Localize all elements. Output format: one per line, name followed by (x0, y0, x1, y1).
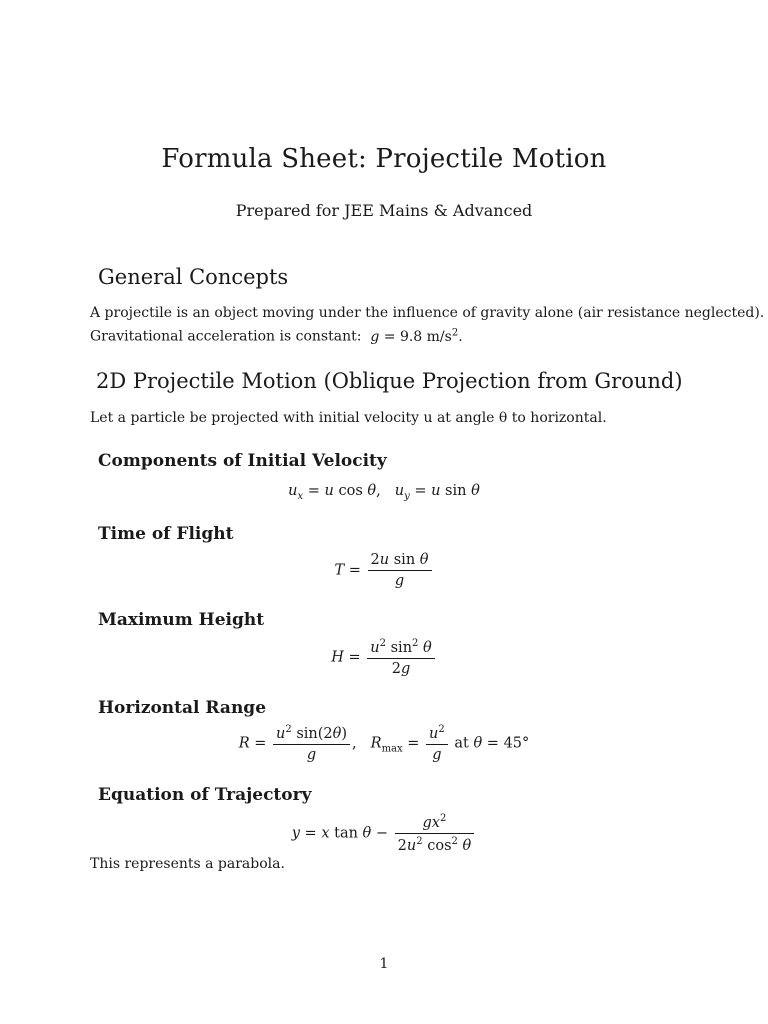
trajectory-equation: y = x tan θ − $\frac{gx^2}{2u^2 \cos^2 \theta}$ (0, 813, 768, 854)
page-subtitle: Prepared for JEE Mains & Advanced (235, 201, 533, 220)
trajectory-note: This represents a parabola. (90, 856, 285, 872)
oblique-intro-text: Let a particle be projected with initial velocity u at angle θ to horizontal. (90, 410, 607, 426)
subsection-heading-time-of-flight: Time of Flight (98, 524, 234, 544)
subsection-heading-trajectory: Equation of Trajectory (98, 785, 312, 805)
general-concepts-line-2 (90, 323, 764, 347)
horizontal-range-equation: R = $\frac{u^2 \sin(2\theta)}{g}$ , $R_{max}$ = $\frac{u^2}{g}$ at θ = 45° (238, 724, 530, 763)
general-concepts-line-1: A projectile is an object moving under the influence of gravity alone (air resistance neglected). (90, 305, 765, 321)
time-of-flight-equation: T = $\frac{\text{2u sin θ}}{g}$ (0, 552, 768, 589)
subsection-heading-components: Components of Initial Velocity (98, 451, 387, 471)
page-number: 1 (379, 956, 389, 972)
maximum-height-equation: H = $\frac{u^2 \sin^2 \theta}{2g}$ (0, 638, 768, 677)
subsection-heading-maximum-height: Maximum Height (98, 610, 265, 630)
section-heading-general-concepts: General Concepts (98, 265, 289, 289)
gravity-value-formula: g = 9.8 $m/s^2$. (370, 327, 463, 345)
general-concepts-line-2-prefix: Gravitational acceleration is constant: (90, 328, 362, 345)
page-title: Formula Sheet: Projectile Motion (161, 144, 607, 174)
components-equation: $u_x = u$ cos θ, $u_y = u$ sin θ (288, 483, 480, 502)
section-heading-2d-projectile-motion: 2D Projectile Motion (Oblique Projection from Ground) (96, 369, 683, 393)
subsection-heading-horizontal-range: Horizontal Range (98, 698, 267, 718)
general-concepts-text (90, 304, 764, 347)
